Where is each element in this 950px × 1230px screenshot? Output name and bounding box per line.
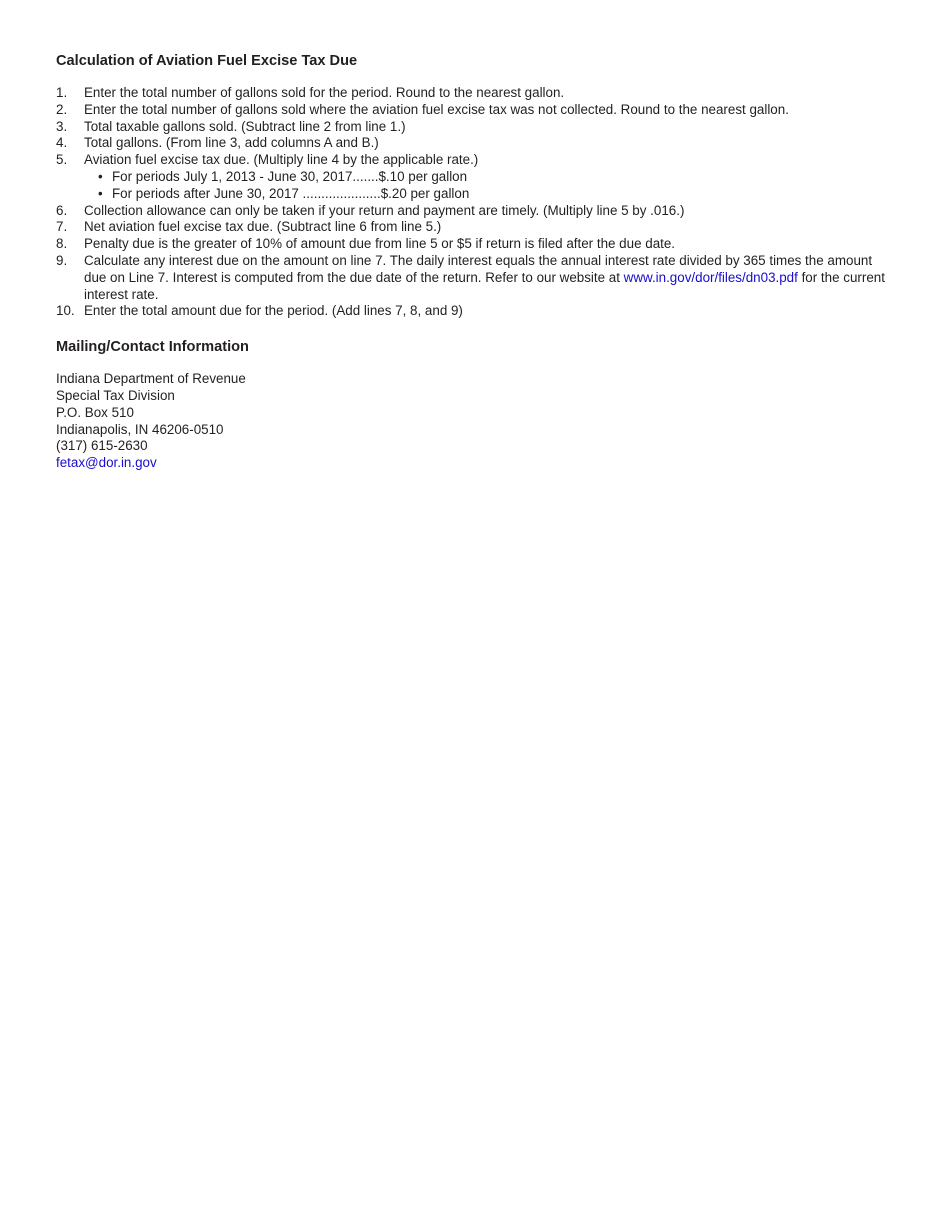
step-text: Enter the total number of gallons sold for the period. Round to the nearest gallon. (84, 85, 565, 100)
step-number: 10. (56, 303, 75, 319)
contact-block (56, 371, 896, 472)
tax-rate-period: For periods July 1, 2013 - June 30, 2017....... (112, 168, 379, 184)
step-text: Total taxable gallons sold. (Subtract line 2 from line 1.) (84, 118, 406, 134)
step-text: Enter the total amount due for the period. (Add lines 7, 8, and 9) (84, 303, 463, 319)
contact-po-box: P.O. Box 510 (56, 404, 134, 420)
step-item (56, 119, 896, 136)
document-page (56, 52, 896, 472)
step-number: 5. (56, 152, 68, 168)
bullet-icon: • (98, 185, 103, 201)
step-item (56, 85, 896, 102)
step-number: 7. (56, 219, 68, 235)
contact-city: Indianapolis, IN 46206-0510 (56, 421, 224, 437)
step-number: 2. (56, 101, 68, 117)
contact-organization: Indiana Department of Revenue (56, 371, 246, 387)
step-item (56, 219, 896, 236)
step-text: Aviation fuel excise tax due. (Multiply line 4 by the applicable rate.) (84, 152, 479, 168)
interest-rate-link[interactable]: www.in.gov/dor/files/dn03.pdf (623, 269, 798, 285)
step-item (56, 203, 896, 220)
step-number: 4. (56, 135, 68, 151)
bullet-icon: • (98, 168, 103, 184)
step-text: Total gallons. (From line 3, add columns A and B.) (84, 135, 379, 151)
step-number: 1. (56, 85, 68, 100)
tax-rate-period: For periods after June 30, 2017 ..................... (112, 185, 381, 201)
step-text: Net aviation fuel excise tax due. (Subtract line 6 from line 5.) (84, 219, 442, 235)
step-number: 8. (56, 236, 68, 252)
step-text: Collection allowance can only be taken if your return and payment are timely. (Multiply line 5 by .016.) (84, 202, 685, 218)
calculation-section-title: Calculation of Aviation Fuel Excise Tax Due (56, 53, 358, 69)
step-number: 6. (56, 202, 68, 218)
step-text-block (84, 253, 896, 303)
step-number: 3. (56, 118, 68, 134)
step-number: 9. (56, 252, 68, 268)
step-text: Calculate any interest due on the amount on line 7. The daily interest equals the annual interest rate divided by 365 times the amount due on Line 7. Interest is computed from the due date of the return. Refer to our website at (84, 252, 873, 285)
tax-rate-value: $.20 per gallon (380, 185, 470, 201)
step-item (56, 253, 896, 303)
contact-phone: (317) 615-2630 (56, 438, 148, 454)
tax-rate-value: $.10 per gallon (378, 168, 468, 184)
step-text: Penalty due is the greater of 10% of amount due from line 5 or $5 if return is filed after the due date. (84, 236, 676, 252)
step-item (56, 303, 896, 320)
step-item (56, 135, 896, 152)
calculation-steps-list (56, 85, 896, 320)
step-text: for the current interest rate. (84, 269, 885, 302)
contact-section-title: Mailing/Contact Information (56, 339, 249, 356)
tax-rates-list (84, 169, 896, 203)
contact-division: Special Tax Division (56, 387, 175, 403)
step-item (56, 236, 896, 253)
step-item (56, 152, 896, 202)
step-item (56, 102, 896, 119)
contact-email-link[interactable]: fetax@dor.in.gov (56, 455, 157, 471)
step-text-block (84, 152, 896, 202)
tax-rate-item (98, 186, 896, 203)
tax-rate-item (98, 169, 896, 186)
step-text: Enter the total number of gallons sold where the aviation fuel excise tax was not collected. Round to the nearest gallon. (84, 101, 789, 117)
